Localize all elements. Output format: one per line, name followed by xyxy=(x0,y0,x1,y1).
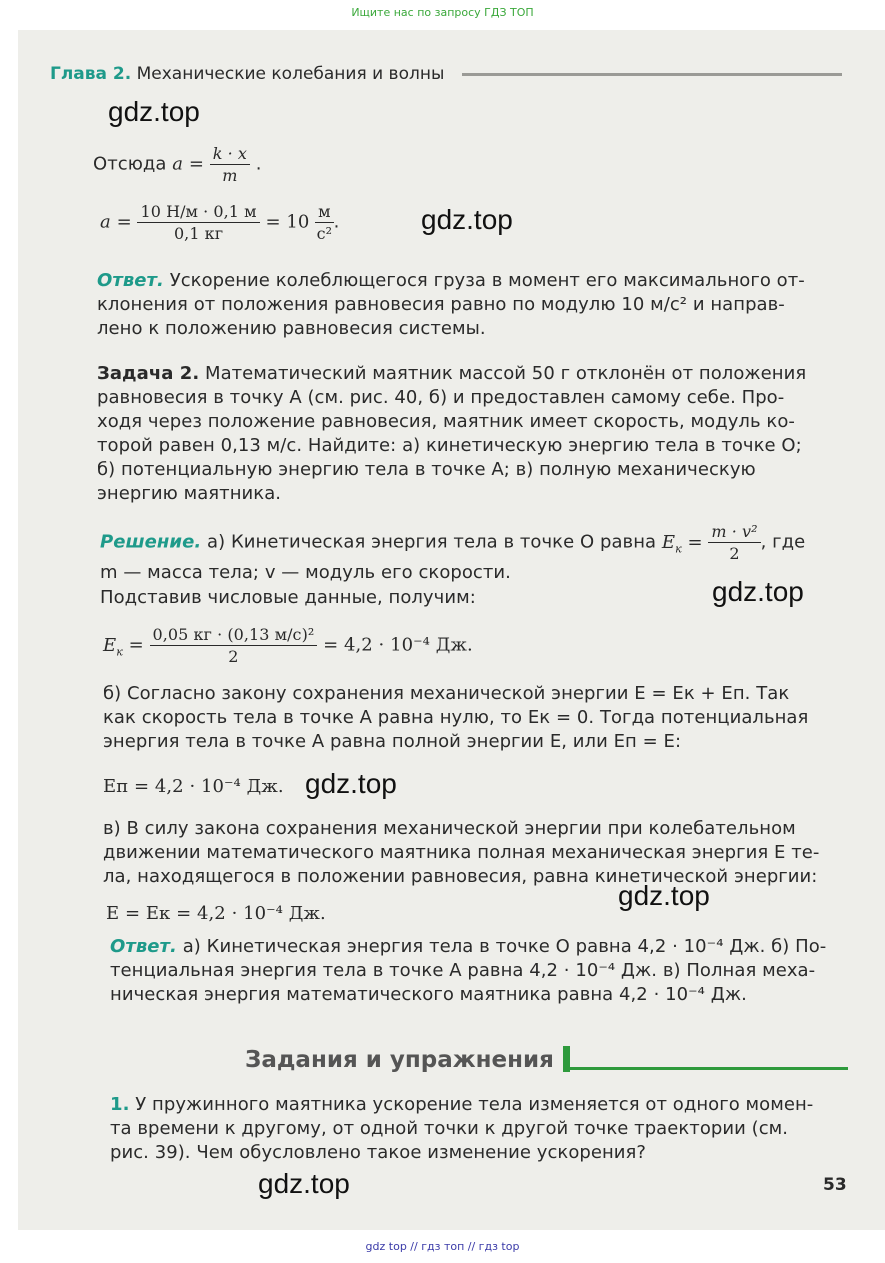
text-otsyuda: Отсюда xyxy=(93,153,167,175)
solution-a-line1: Решение. а) Кинетическая энергия тела в точке O равна $E_к$ = $\frac{\text{m · v²}}{2}$ , где xyxy=(100,522,806,563)
answer2-line2: тенциальная энергия тела в точке A равна 4,2 · 10⁻⁴ Дж. в) Полная меха- xyxy=(110,960,816,981)
solution-b-line2: как скорость тела в точке A равна нулю, то Eк = 0. Тогда потенциальная xyxy=(103,707,809,728)
header-rule xyxy=(462,73,842,76)
exercise1-line2: та времени к другому, от одной точки к другой точке траектории (см. xyxy=(110,1118,789,1139)
fraction-unit: $\frac{м}{\text{с²}}$ xyxy=(316,202,333,243)
solution-c-line2: движении математического маятника полная механическая энергия E те- xyxy=(103,842,820,863)
solution-b-line1: б) Согласно закону сохранения механической энергии E = Eк + Eп. Так xyxy=(103,683,790,704)
solution-a-line3: Подставив числовые данные, получим: xyxy=(100,587,476,608)
top-banner[interactable]: Ищите нас по запросу ГДЗ ТОП xyxy=(351,6,534,19)
formula-ep: Eп = 4,2 · 10⁻⁴ Дж. xyxy=(103,776,284,797)
exercise-number: 1. xyxy=(110,1094,130,1115)
task2-label: Задача 2. xyxy=(97,363,200,384)
solution-label: Решение. xyxy=(100,531,202,553)
task2-line5: б) потенциальную энергию тела в точке A; в) полную механическую xyxy=(97,459,756,480)
section-title: Задания и упражнения xyxy=(245,1047,554,1073)
watermark: gdz.top xyxy=(305,768,397,799)
answer2-line3: ническая энергия математического маятника равна 4,2 · 10⁻⁴ Дж. xyxy=(110,984,747,1005)
answer-label: Ответ. xyxy=(97,270,164,291)
solution-b-line3: энергия тела в точке A равна полной энергии E, или Eп = E: xyxy=(103,731,682,752)
fraction-ek: $\frac{\text{m · v²}}{2}$ xyxy=(708,522,760,563)
bottom-banner[interactable]: gdz top // гдз топ // гдз top xyxy=(365,1240,520,1253)
task2-line2: равновесия в точку A (см. рис. 40, б) и предоставлен самому себе. Про- xyxy=(97,387,785,408)
task2-line3: ходя через положение равновесия, маятник имеет скорость, модуль ко- xyxy=(97,411,795,432)
formula-e: E = Eк = 4,2 · 10⁻⁴ Дж. xyxy=(106,903,326,924)
formula-accel-calc: a = $\frac{10 Н/м \cdot 0,1 м}{0,1 кг}$ = 10 $\frac{м}{\text{с²}}$ . xyxy=(100,202,340,243)
answer-label: Ответ. xyxy=(110,936,177,957)
watermark: gdz.top xyxy=(108,96,200,127)
answer1-line3: лено к положению равновесия системы. xyxy=(97,318,486,339)
chapter-label: Глава 2. xyxy=(50,64,132,84)
answer1-line1: Ответ. Ускорение колеблющегося груза в момент его максимального от- xyxy=(97,270,805,291)
answer1-line2: клонения от положения равновесия равно по модулю 10 м/с² и направ- xyxy=(97,294,785,315)
fraction-calc: $\frac{10 Н/м \cdot 0,1 м}{0,1 кг}$ xyxy=(137,202,259,243)
solution-a-line2: m — масса тела; v — модуль его скорости. xyxy=(100,562,511,583)
watermark: gdz.top xyxy=(258,1168,350,1199)
exercise1-line1: 1. У пружинного маятника ускорение тела изменяется от одного момен- xyxy=(110,1094,814,1115)
task2-line6: энергию маятника. xyxy=(97,483,282,504)
exercise1-line3: рис. 39). Чем обусловлено такое изменение ускорения? xyxy=(110,1142,647,1163)
fraction-ek-calc: $\frac{\text{0,05 кг · (0,13 м/с)²}}{2}$ xyxy=(150,625,318,666)
solution-c-line3: ла, находящегося в положении равновесия, равна кинетической энергии: xyxy=(103,866,818,887)
solution-c-line1: в) В силу закона сохранения механической энергии при колебательном xyxy=(103,818,796,839)
chapter-header xyxy=(50,64,444,84)
fraction-kx-m: $\frac{k \cdot x}{m}$ xyxy=(210,144,250,185)
answer2-line1: Ответ. а) Кинетическая энергия тела в точке O равна 4,2 · 10⁻⁴ Дж. б) По- xyxy=(110,936,827,957)
task2-line1: Задача 2. Математический маятник массой 50 г отклонён от положения xyxy=(97,363,807,384)
formula-accel: Отсюда a = $\frac{k \cdot x}{m}$ . xyxy=(93,144,262,185)
chapter-title: Механические колебания и волны xyxy=(136,64,445,84)
section-rule xyxy=(563,1067,848,1070)
page-number: 53 xyxy=(823,1175,847,1195)
watermark: gdz.top xyxy=(712,576,804,607)
task2-line4: торой равен 0,13 м/с. Найдите: а) кинетическую энергию тела в точке O; xyxy=(97,435,802,456)
watermark: gdz.top xyxy=(421,204,513,235)
formula-ek-calc: $E_к$ = $\frac{\text{0,05 кг · (0,13 м/с)²}}{2}$ = 4,2 · 10⁻⁴ Дж. xyxy=(103,625,473,666)
watermark: gdz.top xyxy=(618,880,710,911)
